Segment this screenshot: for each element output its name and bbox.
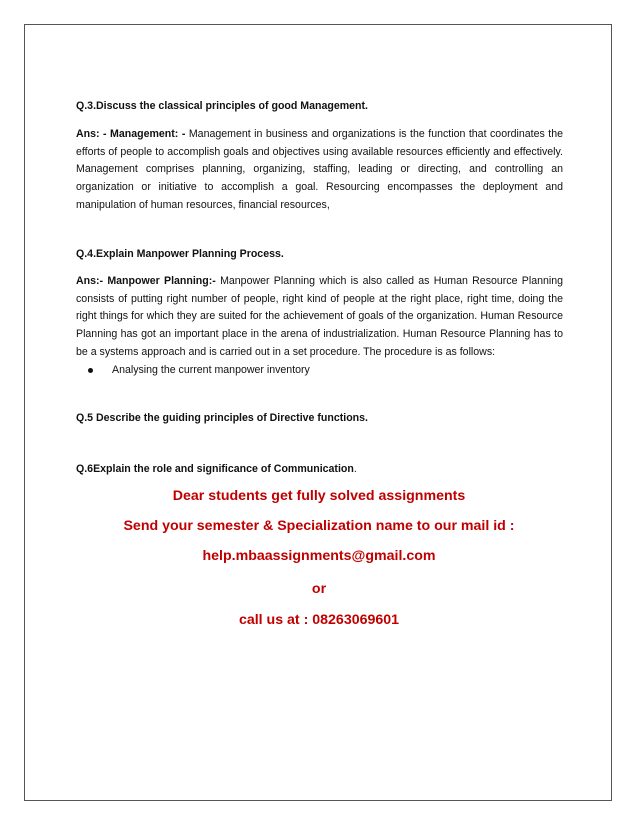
question-6-end: . <box>353 463 357 475</box>
question-3-title: Q.3.Discuss the classical principles of good Management. <box>76 100 369 112</box>
question-6 <box>76 461 357 479</box>
promo-line-2: Send your semester & Specialization name to our mail id : <box>123 518 515 534</box>
promo-phone[interactable]: call us at : 08263069601 <box>238 612 400 628</box>
question-5-title: Q.5 Describe the guiding principles of Directive functions. <box>76 412 368 424</box>
answer-3-lead: Ans: - Management: - <box>76 128 186 140</box>
question-6-title: Q.6Explain the role and significance of Communication <box>76 463 354 475</box>
list-item <box>88 362 310 380</box>
answer-3-text: Management in business and organizations is the function that coordinates the efforts of people to accomplish goals and objectives using available resources efficiently and effectively. Management comprises planning, organizing, staffing, leading or directing, and controlling an organization or initiative to accomplish a goal. Resourcing encompasses the deployment and manipulation of human resources, financial resources, <box>76 128 563 211</box>
bullet-icon <box>88 368 93 373</box>
answer-4-lead: Ans:- Manpower Planning:- <box>76 275 216 287</box>
answer-4-text: Manpower Planning which is also called as Human Resource Planning consists of putting right number of people, right kind of people at the right place, right time, doing the right things for which they are suited for the achievement of goals of the organization. Human Resource Planning has got an important place in the arena of industrialization. Human Resource Planning has to be a systems approach and is carried out in a set procedure. The procedure is as follows: <box>76 275 564 358</box>
promo-line-1: Dear students get fully solved assignments <box>172 488 466 504</box>
answer-3 <box>76 126 563 215</box>
promo-email[interactable]: help.mbaassignments@gmail.com <box>202 548 436 564</box>
answer-4 <box>76 273 563 362</box>
question-4-title: Q.4.Explain Manpower Planning Process. <box>76 248 284 260</box>
promo-or: or <box>311 581 327 597</box>
list-item-text: Analysing the current manpower inventory <box>112 364 310 376</box>
